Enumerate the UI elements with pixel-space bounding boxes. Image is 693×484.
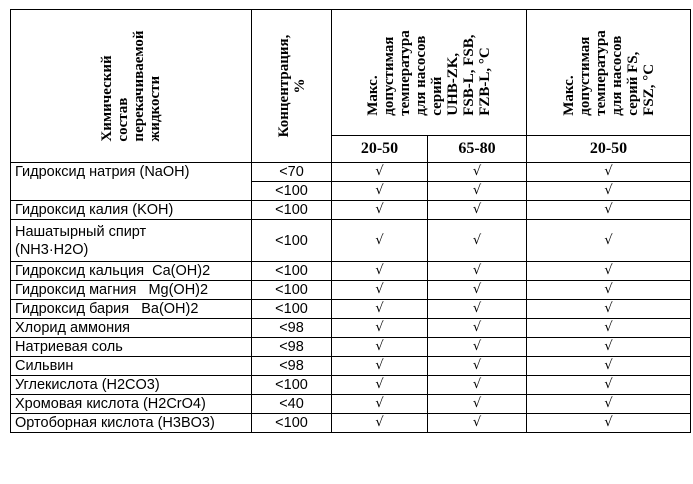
temp-range-3: 20-50 <box>527 136 691 163</box>
chemical-name: Гидроксид бария Ba(OH)2 <box>11 300 252 319</box>
concentration-value: <100 <box>252 414 332 433</box>
chemical-name-line1: Нашатырный спирт <box>15 223 147 240</box>
table-row <box>11 414 691 433</box>
check-mark: √ <box>428 281 527 300</box>
concentration-value: <100 <box>252 201 332 220</box>
concentration-value: <100 <box>252 281 332 300</box>
check-mark: √ <box>527 319 691 338</box>
check-mark: √ <box>332 220 428 262</box>
header-composition-text: Химический состав перекачиваемой жидкости <box>99 30 163 142</box>
check-mark: √ <box>527 395 691 414</box>
header-max-temp-fs <box>527 10 691 136</box>
concentration-value: <100 <box>252 220 332 262</box>
check-mark: √ <box>332 376 428 395</box>
check-mark: √ <box>527 376 691 395</box>
concentration-value: <98 <box>252 319 332 338</box>
check-mark: √ <box>428 376 527 395</box>
chemical-name <box>11 220 252 262</box>
concentration-value: <100 <box>252 262 332 281</box>
chemical-name: Хромовая кислота (H2CrO4) <box>11 395 252 414</box>
check-mark: √ <box>428 201 527 220</box>
check-mark: √ <box>527 414 691 433</box>
check-mark: √ <box>527 300 691 319</box>
check-mark: √ <box>527 262 691 281</box>
table-row <box>11 319 691 338</box>
check-mark: √ <box>332 300 428 319</box>
check-mark: √ <box>332 357 428 376</box>
concentration-value: <100 <box>252 182 332 201</box>
chemical-name: Хлорид аммония <box>11 319 252 338</box>
check-mark: √ <box>332 319 428 338</box>
table-row <box>11 201 691 220</box>
table-row <box>11 338 691 357</box>
check-mark: √ <box>527 220 691 262</box>
check-mark: √ <box>527 163 691 182</box>
check-mark: √ <box>428 220 527 262</box>
check-mark: √ <box>428 262 527 281</box>
chemical-compatibility-table <box>10 9 691 433</box>
header-concentration-text: Концентрация, % <box>275 34 308 138</box>
check-mark: √ <box>332 281 428 300</box>
check-mark: √ <box>428 319 527 338</box>
check-mark: √ <box>428 357 527 376</box>
check-mark: √ <box>332 414 428 433</box>
check-mark: √ <box>332 163 428 182</box>
chemical-name: Углекислота (H2CO3) <box>11 376 252 395</box>
check-mark: √ <box>332 338 428 357</box>
check-mark: √ <box>428 395 527 414</box>
header-max-temp-uhb <box>332 10 527 136</box>
header-composition <box>11 10 252 163</box>
chemical-name: Сильвин <box>11 357 252 376</box>
header-concentration <box>252 10 332 163</box>
chemical-name: Ортоборная кислота (H3BO3) <box>11 414 252 433</box>
table-row <box>11 220 691 262</box>
check-mark: √ <box>428 300 527 319</box>
check-mark: √ <box>428 163 527 182</box>
check-mark: √ <box>332 201 428 220</box>
header-max-temp-uhb-text: Макс. допустимая температура для насосов серий UHB-ZK, FSB-L, FSB, FZB-L, °C <box>365 29 493 116</box>
chemical-name: Гидроксид натрия (NaOH) <box>11 163 252 201</box>
table-row <box>11 262 691 281</box>
check-mark: √ <box>332 262 428 281</box>
concentration-value: <98 <box>252 338 332 357</box>
concentration-value: <100 <box>252 300 332 319</box>
table-row <box>11 357 691 376</box>
check-mark: √ <box>527 182 691 201</box>
table-row <box>11 300 691 319</box>
check-mark: √ <box>527 357 691 376</box>
table-row <box>11 395 691 414</box>
concentration-value: <70 <box>252 163 332 182</box>
table-row <box>11 376 691 395</box>
check-mark: √ <box>527 201 691 220</box>
chemical-name: Гидроксид кальция Ca(OH)2 <box>11 262 252 281</box>
check-mark: √ <box>332 182 428 201</box>
check-mark: √ <box>332 395 428 414</box>
chemical-name-line2: (NH3·H2O) <box>15 241 89 258</box>
concentration-value: <40 <box>252 395 332 414</box>
temp-range-2: 65-80 <box>428 136 527 163</box>
check-mark: √ <box>428 182 527 201</box>
table-row <box>11 163 691 182</box>
chemical-name: Гидроксид калия (KOH) <box>11 201 252 220</box>
concentration-value: <98 <box>252 357 332 376</box>
header-max-temp-fs-text: Макс. допустимая температура для насосов серий FS, FSZ, °C <box>560 29 657 116</box>
check-mark: √ <box>527 338 691 357</box>
concentration-value: <100 <box>252 376 332 395</box>
check-mark: √ <box>428 338 527 357</box>
check-mark: √ <box>428 414 527 433</box>
chemical-name: Натриевая соль <box>11 338 252 357</box>
table-row <box>11 281 691 300</box>
chemical-name: Гидроксид магния Mg(OH)2 <box>11 281 252 300</box>
check-mark: √ <box>527 281 691 300</box>
temp-range-1: 20-50 <box>332 136 428 163</box>
